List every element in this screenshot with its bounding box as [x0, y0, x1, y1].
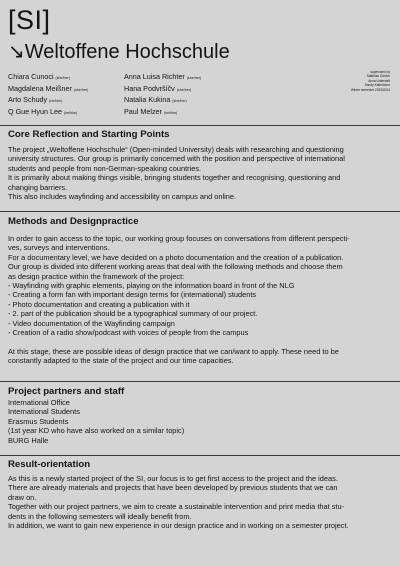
author-pronoun: (he/him): [163, 110, 178, 115]
author-pronoun: (she/her): [186, 76, 202, 80]
body-line: In addition, we want to gain new experience in our design practice and in working on a semester project.: [8, 521, 349, 531]
body-line: as design practice within the framework of the project:: [8, 271, 185, 281]
supervisor-line: Matthias Görlich: [366, 74, 390, 79]
body-line: changing barriers.: [8, 182, 68, 192]
author-entry: [124, 95, 201, 107]
section-heading: Project partners and staff: [8, 386, 125, 397]
body-line: - Photo documentation and creating a publication with it: [8, 299, 190, 309]
author-pronoun: (she/her): [176, 87, 192, 92]
body-line: - Creating a form fan with important design terms for (international) students: [8, 290, 257, 300]
author-pronoun: (she/her): [73, 87, 89, 92]
section-heading: Core Reflection and Starting Points: [8, 129, 170, 140]
author-pronoun: (he/him): [63, 110, 78, 115]
body-line: (1st year KD who have also worked on a similar topic): [8, 426, 185, 436]
page-subtitle: ↘Weltoffene Hochschule: [8, 41, 230, 63]
section-methods: [8, 216, 394, 366]
author-name: Hana Podvršíčv: [124, 83, 175, 93]
author-pronoun: (he/him): [49, 99, 63, 104]
body-line: Erasmus Students: [8, 416, 69, 426]
supervisor-line: supervised by: [370, 70, 390, 74]
author-entry: [124, 72, 201, 84]
body-line: dents in the following semesters will ideally benefit from.: [8, 511, 192, 521]
supervisor-line: Sandy Kaltenborn: [364, 83, 390, 88]
author-name: Paul Melzer: [124, 106, 162, 116]
author-entry: [124, 84, 201, 96]
author-entry: [8, 84, 88, 96]
author-entry: [8, 95, 88, 107]
author-name: Natalia Kukina: [124, 95, 171, 105]
body-line: - 2. part of the publication should be a typographical summary of our project.: [8, 309, 258, 319]
author-name: Q Gue Hyun Lee: [8, 106, 62, 116]
supervisor-line: Anna Unterstell: [368, 78, 390, 83]
body-line: In order to gain access to the topic, our working group focuses on conversations from different perspecti-: [8, 234, 350, 243]
body-line: It is primarily about making things visible, bringing students together and recognising, questioning and: [8, 173, 341, 183]
section-divider: [0, 455, 400, 456]
body-line: Our group is divided into different working areas that deal with the following methods and choose them: [8, 262, 343, 272]
section-body: [8, 145, 394, 201]
body-line: There are already materials and projects that have been developed by previous students that we can: [8, 483, 338, 493]
body-line: At this stage, these are possible ideas of design practice that we can/want to apply. These need to be: [8, 346, 339, 356]
body-line: As this is a newly started project of the SI, our focus is to get first access to the project and the ideas.: [8, 474, 338, 483]
section-body: [8, 398, 394, 445]
section-divider: [0, 211, 400, 212]
body-line: draw on.: [8, 492, 37, 502]
section-divider: [0, 381, 400, 382]
section-body: [8, 234, 394, 366]
body-line: university structures. Our group is primarily concerned with the position and perspective of international: [8, 154, 345, 164]
section-divider: [0, 125, 400, 126]
page-title: [SI]: [8, 5, 51, 35]
author-name: Magdalena Meißner: [8, 83, 72, 93]
author-entry: [8, 107, 88, 119]
author-name: Anna Luisa Richter: [124, 72, 185, 81]
section-core-reflection: [8, 129, 394, 201]
body-line: - Wayfinding with graphic elements, playing on the information board in front of the NLG: [8, 281, 295, 291]
body-line: ves, surveys and interventions.: [8, 243, 110, 253]
author-name: Chiara Cunoci: [8, 72, 54, 81]
supervisor-line: Winter semester 2023/2024: [350, 87, 390, 92]
author-pronoun: (she/her): [172, 99, 187, 104]
body-line: International Office: [8, 398, 70, 407]
section-body: [8, 474, 394, 530]
section-heading: Result-orientation: [8, 459, 91, 470]
author-entry: [124, 107, 201, 119]
body-line: constantly adapted to the state of the project and our time capacities.: [8, 356, 234, 366]
body-line: BURG Halle: [8, 435, 49, 445]
body-line: The project „Weltoffene Hochschule“ (Open-minded University) deals with researching and questioning: [8, 145, 344, 154]
section-partners: [8, 386, 394, 445]
body-line: International Students: [8, 407, 80, 417]
paragraph-gap: [8, 337, 394, 346]
author-pronoun: (she/her): [55, 76, 70, 80]
body-line: This also includes wayfinding and accessibility on campus and online.: [8, 192, 237, 202]
author-list-right: [124, 72, 201, 118]
author-name: Arto Schudy: [8, 95, 48, 105]
body-line: Together with our project partners, we aim to create a sustainable intervention and print media that stu-: [8, 502, 345, 512]
supervisor-credits: [310, 70, 390, 92]
body-line: students and people from non-German-speaking countries.: [8, 163, 202, 173]
author-entry: [8, 72, 88, 84]
body-line: - Creation of a radio show/podcast with voices of people from the campus: [8, 328, 249, 338]
body-line: - Video documentation of the Wayfinding campaign: [8, 318, 175, 328]
section-heading: Methods and Designpractice: [8, 216, 139, 227]
body-line: For a documentary level, we have decided on a photo documentation and the creation of a publication.: [8, 252, 344, 262]
section-result-orientation: [8, 459, 394, 530]
author-list-left: [8, 72, 88, 118]
